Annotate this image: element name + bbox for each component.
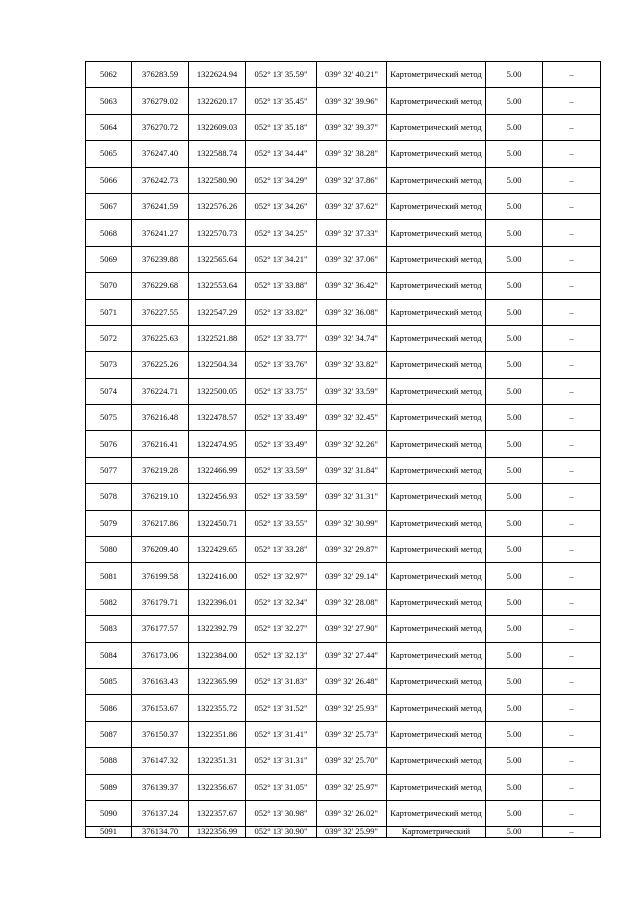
table-row xyxy=(86,325,601,351)
table-row xyxy=(86,405,601,431)
cell-x: 376247.40 xyxy=(132,141,189,167)
cell-point-number: 5084 xyxy=(86,642,132,668)
cell-point-number: 5075 xyxy=(86,405,132,431)
cell-note: – xyxy=(543,721,601,747)
cell-longitude: 039° 32' 31.84" xyxy=(317,457,387,483)
cell-x: 376224.71 xyxy=(132,378,189,404)
table-row xyxy=(86,774,601,800)
cell-point-number: 5077 xyxy=(86,457,132,483)
cell-error: 5.00 xyxy=(486,193,543,219)
cell-method: Картометрический метод xyxy=(387,800,486,826)
cell-method: Картометрический метод xyxy=(387,325,486,351)
cell-point-number: 5066 xyxy=(86,167,132,193)
cell-latitude: 052° 13' 32.34" xyxy=(246,589,317,615)
cell-note: – xyxy=(543,668,601,694)
cell-x: 376239.88 xyxy=(132,246,189,272)
cell-x: 376153.67 xyxy=(132,695,189,721)
table-row xyxy=(86,800,601,826)
cell-latitude: 052° 13' 35.18" xyxy=(246,114,317,140)
cell-longitude: 039° 32' 31.31" xyxy=(317,484,387,510)
cell-longitude: 039° 32' 32.45" xyxy=(317,405,387,431)
cell-point-number: 5089 xyxy=(86,774,132,800)
cell-note: – xyxy=(543,589,601,615)
cell-x: 376177.57 xyxy=(132,616,189,642)
cell-point-number: 5062 xyxy=(86,62,132,88)
cell-point-number: 5087 xyxy=(86,721,132,747)
cell-latitude: 052° 13' 34.21" xyxy=(246,246,317,272)
cell-point-number: 5071 xyxy=(86,299,132,325)
cell-point-number: 5065 xyxy=(86,141,132,167)
cell-y: 1322624.94 xyxy=(189,62,246,88)
table-row xyxy=(86,167,601,193)
table-row xyxy=(86,352,601,378)
cell-y: 1322396.01 xyxy=(189,589,246,615)
cell-x: 376283.59 xyxy=(132,62,189,88)
cell-note: – xyxy=(543,748,601,774)
cell-point-number: 5079 xyxy=(86,510,132,536)
table-row xyxy=(86,62,601,88)
table-row xyxy=(86,589,601,615)
cell-note: – xyxy=(543,774,601,800)
cell-error: 5.00 xyxy=(486,484,543,510)
cell-longitude: 039° 32' 30.99" xyxy=(317,510,387,536)
cell-error: 5.00 xyxy=(486,827,543,838)
cell-error: 5.00 xyxy=(486,114,543,140)
cell-note: – xyxy=(543,273,601,299)
cell-x: 376270.72 xyxy=(132,114,189,140)
table-row xyxy=(86,616,601,642)
table-row xyxy=(86,563,601,589)
cell-x: 376163.43 xyxy=(132,668,189,694)
cell-latitude: 052° 13' 34.26" xyxy=(246,193,317,219)
cell-note: – xyxy=(543,537,601,563)
cell-y: 1322620.17 xyxy=(189,88,246,114)
table-row xyxy=(86,246,601,272)
cell-y: 1322351.86 xyxy=(189,721,246,747)
cell-method: Картометрический метод xyxy=(387,273,486,299)
cell-method: Картометрический метод xyxy=(387,352,486,378)
coordinates-table-body xyxy=(86,62,601,838)
coordinates-table xyxy=(85,61,601,838)
cell-longitude: 039° 32' 25.99" xyxy=(317,827,387,838)
cell-longitude: 039° 32' 33.59" xyxy=(317,378,387,404)
cell-longitude: 039° 32' 36.42" xyxy=(317,273,387,299)
cell-x: 376137.24 xyxy=(132,800,189,826)
cell-method: Картометрический метод xyxy=(387,748,486,774)
cell-point-number: 5081 xyxy=(86,563,132,589)
cell-note: – xyxy=(543,62,601,88)
cell-latitude: 052° 13' 33.55" xyxy=(246,510,317,536)
cell-y: 1322357.67 xyxy=(189,800,246,826)
table-row xyxy=(86,88,601,114)
cell-y: 1322429.65 xyxy=(189,537,246,563)
table-row xyxy=(86,721,601,747)
table-row xyxy=(86,220,601,246)
cell-note: – xyxy=(543,220,601,246)
cell-longitude: 039° 32' 37.33" xyxy=(317,220,387,246)
cell-latitude: 052° 13' 32.13" xyxy=(246,642,317,668)
cell-error: 5.00 xyxy=(486,774,543,800)
cell-x: 376216.41 xyxy=(132,431,189,457)
cell-x: 376219.28 xyxy=(132,457,189,483)
cell-y: 1322565.64 xyxy=(189,246,246,272)
table-row xyxy=(86,299,601,325)
cell-error: 5.00 xyxy=(486,246,543,272)
table-row xyxy=(86,642,601,668)
cell-y: 1322478.57 xyxy=(189,405,246,431)
cell-longitude: 039° 32' 29.87" xyxy=(317,537,387,563)
table-row xyxy=(86,695,601,721)
cell-y: 1322580.90 xyxy=(189,167,246,193)
cell-y: 1322570.73 xyxy=(189,220,246,246)
cell-error: 5.00 xyxy=(486,299,543,325)
cell-point-number: 5083 xyxy=(86,616,132,642)
cell-longitude: 039° 32' 33.82" xyxy=(317,352,387,378)
cell-point-number: 5086 xyxy=(86,695,132,721)
cell-note: – xyxy=(543,88,601,114)
cell-error: 5.00 xyxy=(486,457,543,483)
cell-method: Картометрический метод xyxy=(387,668,486,694)
cell-x: 376225.63 xyxy=(132,325,189,351)
cell-error: 5.00 xyxy=(486,748,543,774)
cell-x: 376227.55 xyxy=(132,299,189,325)
cell-x: 376225.26 xyxy=(132,352,189,378)
cell-latitude: 052° 13' 30.98" xyxy=(246,800,317,826)
cell-point-number: 5072 xyxy=(86,325,132,351)
table-row xyxy=(86,431,601,457)
table-row xyxy=(86,484,601,510)
cell-method: Картометрический метод xyxy=(387,405,486,431)
cell-longitude: 039° 32' 40.21" xyxy=(317,62,387,88)
cell-note: – xyxy=(543,299,601,325)
table-row xyxy=(86,827,601,838)
cell-latitude: 052° 13' 34.25" xyxy=(246,220,317,246)
cell-error: 5.00 xyxy=(486,405,543,431)
cell-error: 5.00 xyxy=(486,695,543,721)
cell-latitude: 052° 13' 33.49" xyxy=(246,431,317,457)
cell-method: Картометрический метод xyxy=(387,774,486,800)
cell-note: – xyxy=(543,378,601,404)
cell-method: Картометрический метод xyxy=(387,378,486,404)
cell-point-number: 5085 xyxy=(86,668,132,694)
cell-note: – xyxy=(543,563,601,589)
cell-latitude: 052° 13' 31.05" xyxy=(246,774,317,800)
cell-method: Картометрический метод xyxy=(387,589,486,615)
cell-method: Картометрический метод xyxy=(387,563,486,589)
cell-point-number: 5090 xyxy=(86,800,132,826)
table-row xyxy=(86,114,601,140)
cell-x: 376279.02 xyxy=(132,88,189,114)
cell-method: Картометрический метод xyxy=(387,695,486,721)
cell-longitude: 039° 32' 25.97" xyxy=(317,774,387,800)
cell-error: 5.00 xyxy=(486,88,543,114)
cell-longitude: 039° 32' 34.74" xyxy=(317,325,387,351)
cell-y: 1322416.00 xyxy=(189,563,246,589)
cell-error: 5.00 xyxy=(486,563,543,589)
cell-y: 1322356.99 xyxy=(189,827,246,838)
cell-latitude: 052° 13' 33.82" xyxy=(246,299,317,325)
table-row xyxy=(86,748,601,774)
cell-method: Картометрический метод xyxy=(387,510,486,536)
cell-note: – xyxy=(543,642,601,668)
cell-point-number: 5074 xyxy=(86,378,132,404)
cell-note: – xyxy=(543,457,601,483)
cell-longitude: 039° 32' 37.06" xyxy=(317,246,387,272)
cell-error: 5.00 xyxy=(486,431,543,457)
cell-latitude: 052° 13' 31.41" xyxy=(246,721,317,747)
cell-error: 5.00 xyxy=(486,62,543,88)
cell-latitude: 052° 13' 33.76" xyxy=(246,352,317,378)
cell-latitude: 052° 13' 34.44" xyxy=(246,141,317,167)
cell-latitude: 052° 13' 33.59" xyxy=(246,484,317,510)
cell-x: 376199.58 xyxy=(132,563,189,589)
cell-longitude: 039° 32' 36.08" xyxy=(317,299,387,325)
cell-point-number: 5063 xyxy=(86,88,132,114)
cell-method: Картометрический метод xyxy=(387,431,486,457)
cell-method: Картометрический метод xyxy=(387,457,486,483)
cell-method: Картометрический метод xyxy=(387,246,486,272)
cell-x: 376217.86 xyxy=(132,510,189,536)
cell-note: – xyxy=(543,431,601,457)
cell-x: 376219.10 xyxy=(132,484,189,510)
cell-method: Картометрический метод xyxy=(387,642,486,668)
table-row xyxy=(86,668,601,694)
cell-y: 1322553.64 xyxy=(189,273,246,299)
cell-note: – xyxy=(543,827,601,838)
cell-note: – xyxy=(543,510,601,536)
cell-longitude: 039° 32' 32.26" xyxy=(317,431,387,457)
cell-longitude: 039° 32' 27.44" xyxy=(317,642,387,668)
cell-point-number: 5082 xyxy=(86,589,132,615)
cell-latitude: 052° 13' 31.52" xyxy=(246,695,317,721)
cell-x: 376179.71 xyxy=(132,589,189,615)
cell-error: 5.00 xyxy=(486,167,543,193)
cell-point-number: 5076 xyxy=(86,431,132,457)
cell-note: – xyxy=(543,114,601,140)
cell-y: 1322474.95 xyxy=(189,431,246,457)
cell-latitude: 052° 13' 33.28" xyxy=(246,537,317,563)
cell-note: – xyxy=(543,352,601,378)
cell-y: 1322356.67 xyxy=(189,774,246,800)
cell-point-number: 5068 xyxy=(86,220,132,246)
cell-latitude: 052° 13' 35.45" xyxy=(246,88,317,114)
cell-method: Картометрический метод xyxy=(387,88,486,114)
cell-note: – xyxy=(543,695,601,721)
cell-y: 1322504.34 xyxy=(189,352,246,378)
cell-note: – xyxy=(543,616,601,642)
cell-method: Картометрический метод xyxy=(387,299,486,325)
cell-y: 1322456.93 xyxy=(189,484,246,510)
cell-longitude: 039° 32' 25.93" xyxy=(317,695,387,721)
cell-point-number: 5091 xyxy=(86,827,132,838)
cell-note: – xyxy=(543,325,601,351)
cell-method: Картометрический метод xyxy=(387,484,486,510)
cell-y: 1322576.26 xyxy=(189,193,246,219)
cell-error: 5.00 xyxy=(486,510,543,536)
cell-latitude: 052° 13' 31.31" xyxy=(246,748,317,774)
cell-longitude: 039° 32' 37.86" xyxy=(317,167,387,193)
cell-latitude: 052° 13' 33.75" xyxy=(246,378,317,404)
cell-y: 1322500.05 xyxy=(189,378,246,404)
cell-latitude: 052° 13' 35.59" xyxy=(246,62,317,88)
cell-error: 5.00 xyxy=(486,616,543,642)
cell-latitude: 052° 13' 34.29" xyxy=(246,167,317,193)
cell-method: Картометрический метод xyxy=(387,167,486,193)
cell-y: 1322450.71 xyxy=(189,510,246,536)
cell-longitude: 039° 32' 39.37" xyxy=(317,114,387,140)
cell-x: 376241.27 xyxy=(132,220,189,246)
table-row xyxy=(86,193,601,219)
cell-error: 5.00 xyxy=(486,273,543,299)
cell-longitude: 039° 32' 38.28" xyxy=(317,141,387,167)
cell-longitude: 039° 32' 29.14" xyxy=(317,563,387,589)
cell-note: – xyxy=(543,484,601,510)
cell-y: 1322392.79 xyxy=(189,616,246,642)
cell-latitude: 052° 13' 30.90" xyxy=(246,827,317,838)
cell-method: Картометрический метод xyxy=(387,220,486,246)
cell-y: 1322384.00 xyxy=(189,642,246,668)
cell-method: Картометрический метод xyxy=(387,721,486,747)
cell-method: Картометрический xyxy=(387,827,486,838)
cell-longitude: 039° 32' 39.96" xyxy=(317,88,387,114)
cell-x: 376134.70 xyxy=(132,827,189,838)
cell-point-number: 5070 xyxy=(86,273,132,299)
cell-error: 5.00 xyxy=(486,589,543,615)
cell-note: – xyxy=(543,246,601,272)
cell-error: 5.00 xyxy=(486,642,543,668)
cell-method: Картометрический метод xyxy=(387,193,486,219)
cell-y: 1322547.29 xyxy=(189,299,246,325)
cell-latitude: 052° 13' 32.27" xyxy=(246,616,317,642)
cell-x: 376209.40 xyxy=(132,537,189,563)
cell-y: 1322521.88 xyxy=(189,325,246,351)
cell-y: 1322609.03 xyxy=(189,114,246,140)
cell-point-number: 5069 xyxy=(86,246,132,272)
cell-error: 5.00 xyxy=(486,352,543,378)
cell-point-number: 5088 xyxy=(86,748,132,774)
cell-method: Картометрический метод xyxy=(387,114,486,140)
cell-error: 5.00 xyxy=(486,800,543,826)
cell-method: Картометрический метод xyxy=(387,141,486,167)
cell-longitude: 039° 32' 25.70" xyxy=(317,748,387,774)
cell-x: 376216.48 xyxy=(132,405,189,431)
cell-longitude: 039° 32' 25.73" xyxy=(317,721,387,747)
cell-error: 5.00 xyxy=(486,537,543,563)
cell-point-number: 5073 xyxy=(86,352,132,378)
cell-latitude: 052° 13' 33.88" xyxy=(246,273,317,299)
cell-y: 1322588.74 xyxy=(189,141,246,167)
cell-longitude: 039° 32' 37.62" xyxy=(317,193,387,219)
cell-y: 1322351.31 xyxy=(189,748,246,774)
cell-longitude: 039° 32' 26.48" xyxy=(317,668,387,694)
cell-x: 376229.68 xyxy=(132,273,189,299)
cell-method: Картометрический метод xyxy=(387,616,486,642)
cell-point-number: 5080 xyxy=(86,537,132,563)
cell-x: 376147.32 xyxy=(132,748,189,774)
table-row xyxy=(86,141,601,167)
cell-error: 5.00 xyxy=(486,141,543,167)
cell-point-number: 5078 xyxy=(86,484,132,510)
table-row xyxy=(86,457,601,483)
cell-note: – xyxy=(543,167,601,193)
cell-error: 5.00 xyxy=(486,378,543,404)
cell-x: 376241.59 xyxy=(132,193,189,219)
cell-longitude: 039° 32' 26.02" xyxy=(317,800,387,826)
cell-y: 1322365.99 xyxy=(189,668,246,694)
table-row xyxy=(86,378,601,404)
cell-latitude: 052° 13' 33.77" xyxy=(246,325,317,351)
table-row xyxy=(86,510,601,536)
cell-note: – xyxy=(543,405,601,431)
cell-x: 376150.37 xyxy=(132,721,189,747)
cell-error: 5.00 xyxy=(486,668,543,694)
cell-latitude: 052° 13' 32.97" xyxy=(246,563,317,589)
cell-x: 376173.06 xyxy=(132,642,189,668)
cell-x: 376139.37 xyxy=(132,774,189,800)
table-row xyxy=(86,537,601,563)
cell-note: – xyxy=(543,141,601,167)
cell-point-number: 5064 xyxy=(86,114,132,140)
cell-latitude: 052° 13' 31.83" xyxy=(246,668,317,694)
cell-longitude: 039° 32' 28.08" xyxy=(317,589,387,615)
cell-latitude: 052° 13' 33.49" xyxy=(246,405,317,431)
cell-method: Картометрический метод xyxy=(387,62,486,88)
cell-point-number: 5067 xyxy=(86,193,132,219)
cell-method: Картометрический метод xyxy=(387,537,486,563)
table-row xyxy=(86,273,601,299)
cell-y: 1322466.99 xyxy=(189,457,246,483)
cell-note: – xyxy=(543,800,601,826)
cell-error: 5.00 xyxy=(486,721,543,747)
cell-note: – xyxy=(543,193,601,219)
cell-longitude: 039° 32' 27.90" xyxy=(317,616,387,642)
cell-y: 1322355.72 xyxy=(189,695,246,721)
cell-error: 5.00 xyxy=(486,325,543,351)
cell-x: 376242.73 xyxy=(132,167,189,193)
cell-error: 5.00 xyxy=(486,220,543,246)
cell-latitude: 052° 13' 33.59" xyxy=(246,457,317,483)
